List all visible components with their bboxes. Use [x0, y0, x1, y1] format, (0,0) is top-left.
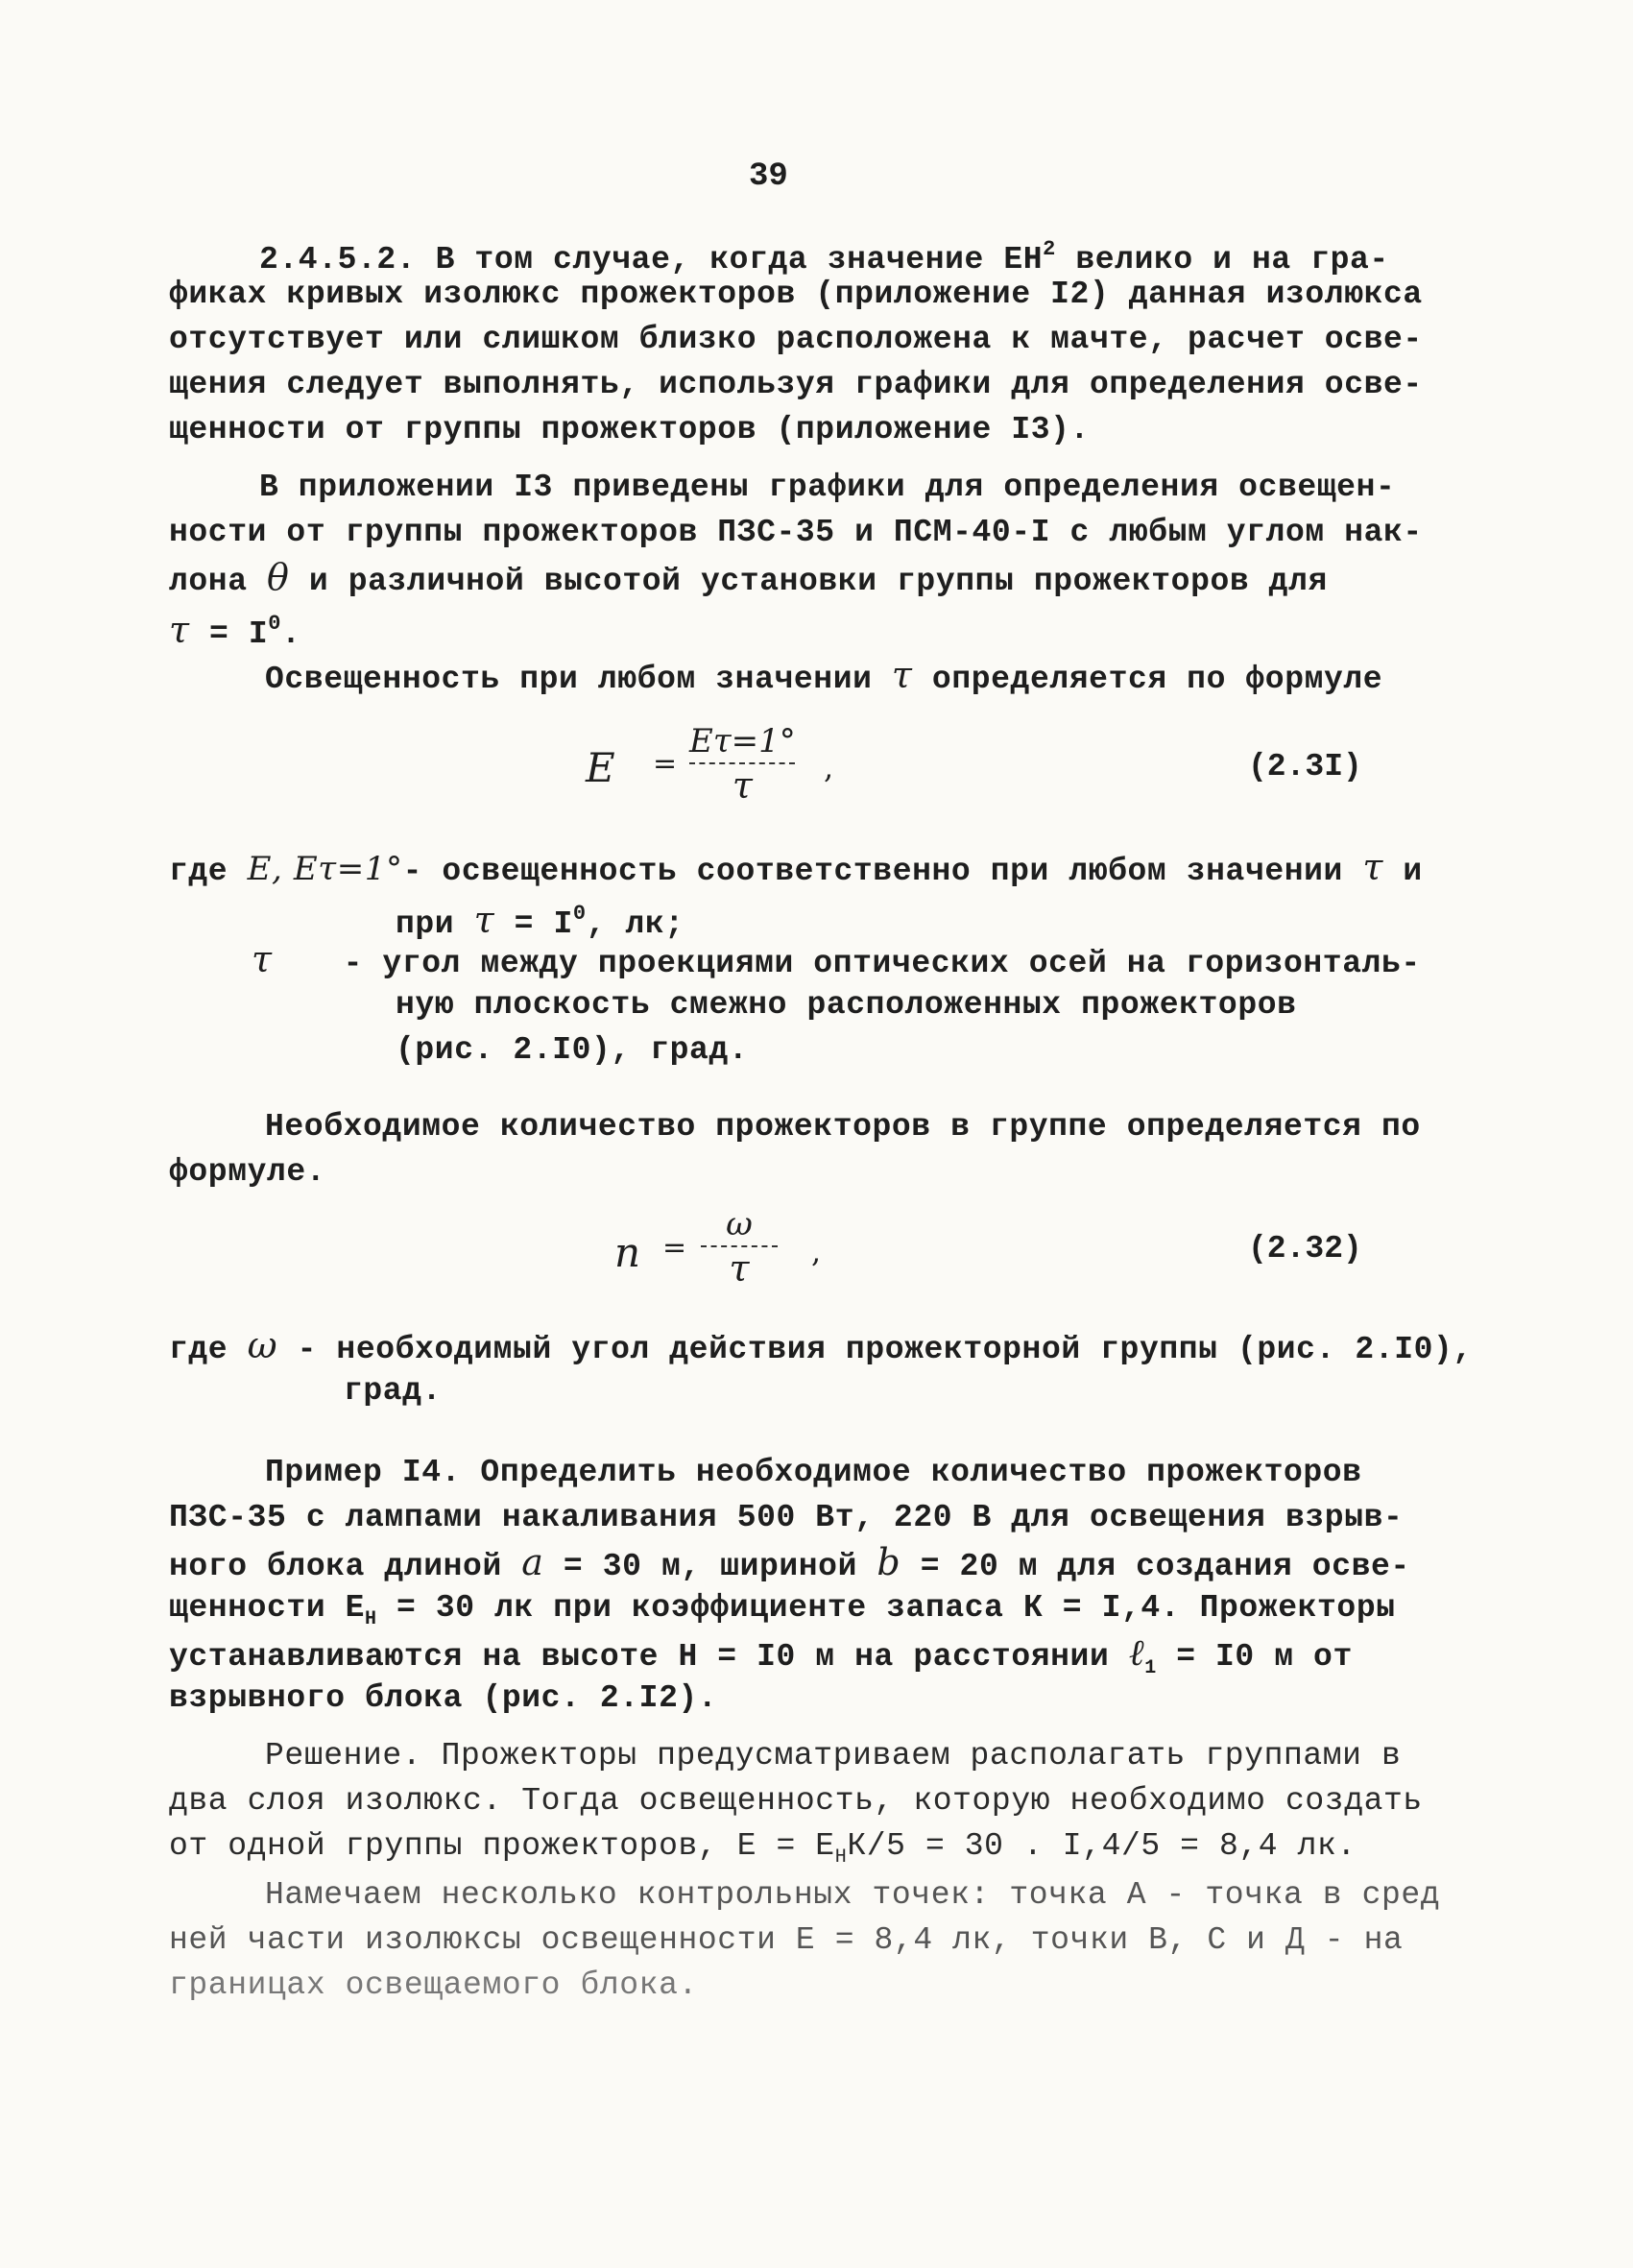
para1-line1-b: велико и на гра- [1055, 242, 1389, 277]
eq231-equals: = [653, 747, 678, 781]
eq232-label: (2.32) [1248, 1231, 1362, 1267]
tau-symbol: τ [1362, 846, 1383, 888]
text: = 30 лк при коэффициенте запаса К = I,4. Прожекторы [376, 1590, 1396, 1626]
text: - необходимый угол действия прожекторной группы (рис. 2.I0), [277, 1332, 1473, 1367]
tau-symbol: τ [169, 609, 190, 651]
text: = 20 м для создания осве- [901, 1549, 1410, 1584]
example-line6: взрывного блока (рис. 2.I2). [169, 1680, 718, 1716]
text: где [169, 1332, 248, 1367]
eq231-label: (2.3I) [1248, 749, 1362, 784]
eq232-lhs: n [614, 1229, 641, 1276]
text: Освещенность при любом значении [265, 662, 892, 697]
where231-line5: (рис. 2.I0), град. [396, 1032, 749, 1068]
where231-line1 [169, 845, 1423, 894]
solution-line2: два слоя изолюкс. Тогда освещенность, которую необходимо создать [169, 1783, 1423, 1819]
text: устанавливаются на высоте Н = I0 м на расстоянии [169, 1639, 1129, 1675]
eq231-numerator: Eτ=1° [689, 722, 796, 760]
text: где [169, 854, 248, 889]
solution-line4: Намечаем несколько контрольных точек: точка А - точка в сред [265, 1877, 1441, 1913]
superscript: 0 [572, 902, 587, 926]
text: и [1383, 854, 1423, 889]
where231-line3 [252, 937, 1421, 986]
para1-line4: щения следует выполнять, используя графики для определения осве- [169, 367, 1423, 402]
para4-line1: Необходимое количество прожекторов в группе определяется по [265, 1109, 1421, 1145]
eq231-comma: , [824, 749, 834, 785]
text: лона [169, 564, 268, 599]
solution-line1: Решение. Прожекторы предусматриваем располагать группами в [265, 1738, 1402, 1773]
eq231-fraction [689, 722, 796, 805]
tau-symbol: τ [473, 899, 495, 941]
text: - угол между проекциями оптических осей на горизонталь- [343, 946, 1421, 981]
superscript: 0 [268, 612, 282, 636]
example-line1: Пример I4. Определить необходимое количество прожекторов [265, 1455, 1362, 1490]
theta-symbol: θ [267, 556, 290, 598]
subscript: Н [834, 1846, 848, 1869]
eq232-denominator: τ [729, 1247, 750, 1290]
a-symbol: a [521, 1541, 544, 1583]
subscript: Н [365, 1608, 377, 1630]
text: = 30 м, шириной [543, 1549, 877, 1584]
text: определяется по формуле [912, 662, 1383, 697]
example-line2: ПЗС-35 с лампами накаливания 500 Вт, 220 В для освещения взрыв- [169, 1500, 1404, 1535]
b-symbol: b [877, 1541, 901, 1583]
para2-line1: В приложении I3 приведены графики для определения освещен- [259, 470, 1396, 505]
page-number: 39 [749, 158, 788, 195]
para4-line2: формуле. [169, 1154, 326, 1190]
subscript: 1 [1144, 1657, 1157, 1679]
para1-line3: отсутствует или слишком близко расположена к мачте, расчет осве- [169, 322, 1423, 357]
tau-symbol: τ [891, 654, 913, 696]
where232-line2: град. [344, 1373, 443, 1409]
tau-symbol: τ [252, 938, 273, 980]
example-line3 [169, 1540, 1410, 1589]
e-symbols: E, Eτ=1° [247, 850, 403, 888]
eq232-equals: = [662, 1231, 687, 1265]
text: . [281, 616, 301, 652]
text: от одной группы прожекторов, Е = Е [169, 1828, 835, 1864]
eq232-numerator: ω [726, 1205, 753, 1243]
text: ного блока длиной [169, 1549, 522, 1584]
where232-line1 [169, 1323, 1473, 1372]
text: - освещенность соответственно при любом значении [402, 854, 1363, 889]
para2-line2: ности от группы прожекторов ПЗС-35 и ПСМ-40-I с любым углом нак- [169, 515, 1423, 550]
eq231-denominator: τ [732, 764, 753, 807]
text: К/5 = 30 . I,4/5 = 8,4 лк. [847, 1828, 1357, 1864]
eq232-comma: , [811, 1233, 822, 1269]
text: = I [189, 616, 269, 652]
para1-line1-a: 2.4.5.2. В том случае, когда значение ЕН [259, 242, 1044, 277]
omega-symbol: ω [247, 1324, 278, 1366]
l-symbol: ℓ [1128, 1631, 1145, 1674]
text: = I [494, 906, 573, 942]
para3 [265, 653, 1398, 702]
para1-line5: щенности от группы прожекторов (приложение I3). [169, 412, 1090, 447]
eq232-fraction [701, 1205, 778, 1288]
text: щенности Е [169, 1590, 366, 1626]
superscript: 2 [1043, 237, 1056, 261]
para2-line3 [169, 555, 1388, 604]
text: = I0 м от [1156, 1639, 1353, 1675]
where231-line4: ную плоскость смежно расположенных прожекторов [396, 987, 1297, 1023]
solution-line6: границах освещаемого блока. [169, 1967, 698, 2003]
text: при [396, 906, 474, 942]
para2-line4 [169, 601, 1388, 657]
eq231-lhs: E [586, 744, 615, 791]
text: , лк; [586, 906, 684, 942]
para1-line2: фиках кривых изолюкс прожекторов (приложение I2) данная изолюкса [169, 277, 1423, 312]
solution-line5: ней части изолюксы освещенности Е = 8,4 лк, точки В, С и Д - на [169, 1922, 1404, 1958]
text: и различной высотой установки группы прожекторов для [289, 564, 1328, 599]
